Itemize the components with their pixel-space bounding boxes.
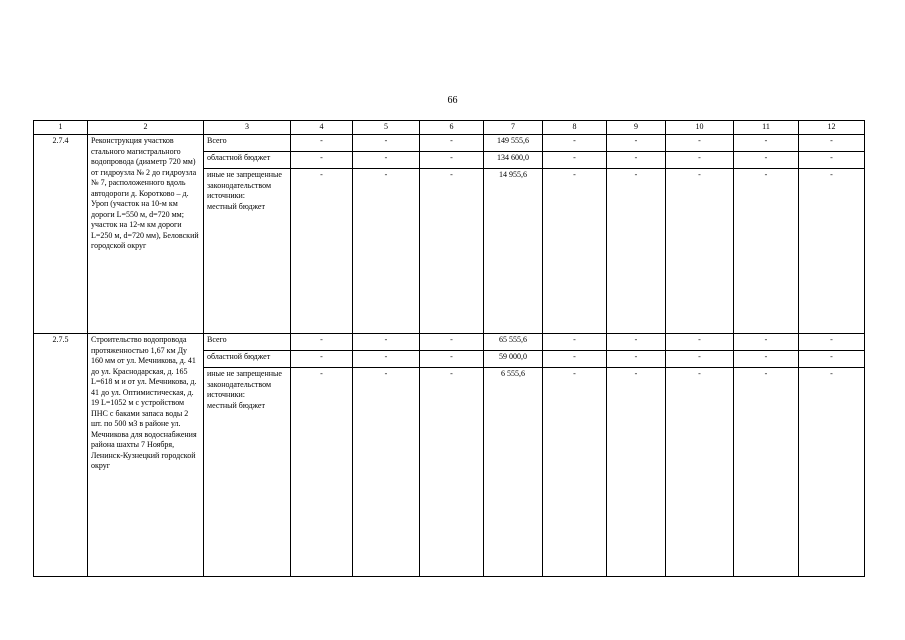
value-cell: -: [607, 334, 666, 351]
value-cell: 59 000,0: [484, 351, 543, 368]
value-cell: -: [543, 152, 607, 169]
header-cell: 8: [543, 121, 607, 135]
source-regional-label: областной бюджет: [204, 152, 291, 169]
item-code: 2.7.5: [34, 334, 88, 577]
value-cell: -: [666, 135, 734, 152]
value-cell: -: [420, 334, 484, 351]
value-cell: -: [799, 135, 865, 152]
header-cell: 3: [204, 121, 291, 135]
item-name: Строительство водопровода протяженностью 1,67 км Ду 160 мм от ул. Мечникова, д. 41 до ул. Краснодарская, д. 165 L=618 м и от ул. Мечникова, д. 41 до ул. Оптимистическая, д. 19 L=1052 м с устройством ПНС с баками запаса воды 2 шт. по 500 м3 в районе ул. Мечникова для водоснабжения района шахты 7 Ноября, Ленинск-Кузнецкий городской округ: [88, 334, 204, 577]
value-cell: -: [799, 368, 865, 577]
source-other-cell: [204, 169, 291, 334]
value-cell: -: [734, 368, 799, 577]
header-cell: 6: [420, 121, 484, 135]
value-cell: 14 955,6: [484, 169, 543, 334]
value-cell: -: [420, 152, 484, 169]
value-cell: -: [666, 351, 734, 368]
source-total-label: Всего: [204, 135, 291, 152]
value-cell: -: [607, 135, 666, 152]
value-cell: -: [353, 135, 420, 152]
value-cell: -: [420, 169, 484, 334]
header-cell: 9: [607, 121, 666, 135]
value-cell: -: [666, 334, 734, 351]
value-cell: -: [607, 169, 666, 334]
header-row: [34, 121, 865, 135]
value-cell: -: [734, 135, 799, 152]
source-regional-label: областной бюджет: [204, 351, 291, 368]
value-cell: -: [734, 334, 799, 351]
source-local-label: местный бюджет: [207, 400, 265, 410]
header-cell: 4: [291, 121, 353, 135]
value-cell: -: [353, 152, 420, 169]
value-cell: -: [420, 135, 484, 152]
value-cell: -: [799, 152, 865, 169]
page-number: 66: [447, 95, 458, 106]
value-cell: -: [291, 135, 353, 152]
value-cell: -: [734, 152, 799, 169]
value-cell: 149 555,6: [484, 135, 543, 152]
header-cell: 2: [88, 121, 204, 135]
source-other-label: иные не запрещенные законодательством источники:: [207, 170, 282, 200]
header-cell: 1: [34, 121, 88, 135]
value-cell: -: [291, 169, 353, 334]
value-cell: -: [543, 169, 607, 334]
value-cell: -: [543, 135, 607, 152]
table-row: [34, 334, 865, 351]
source-other-label: иные не запрещенные законодательством источники:: [207, 369, 282, 399]
value-cell: -: [543, 368, 607, 577]
table-row: [34, 135, 865, 152]
value-cell: 134 600,0: [484, 152, 543, 169]
value-cell: -: [666, 152, 734, 169]
header-cell: 5: [353, 121, 420, 135]
budget-table: [33, 120, 865, 577]
value-cell: -: [353, 351, 420, 368]
source-total-label: Всего: [204, 334, 291, 351]
value-cell: -: [543, 334, 607, 351]
value-cell: -: [607, 368, 666, 577]
value-cell: -: [799, 351, 865, 368]
item-code: 2.7.4: [34, 135, 88, 334]
value-cell: -: [666, 368, 734, 577]
value-cell: -: [799, 169, 865, 334]
value-cell: -: [607, 152, 666, 169]
header-cell: 10: [666, 121, 734, 135]
source-local-label: местный бюджет: [207, 201, 265, 211]
value-cell: -: [353, 169, 420, 334]
value-cell: 65 555,6: [484, 334, 543, 351]
value-cell: -: [734, 169, 799, 334]
item-name: Реконструкция участков стального магистрального водопровода (диаметр 720 мм) от гидроузла № 2 до гидроузла № 7, расположенного вдоль автодороги д. Коротково – д. Уроп (участок на 10-м км дороги L=550 м, d=720 мм; участок на 12-м км дороги L=250 м, d=720 мм), Беловский городской округ: [88, 135, 204, 334]
value-cell: -: [543, 351, 607, 368]
value-cell: -: [291, 368, 353, 577]
value-cell: -: [291, 351, 353, 368]
header-cell: 7: [484, 121, 543, 135]
value-cell: -: [420, 368, 484, 577]
value-cell: -: [666, 169, 734, 334]
value-cell: -: [291, 334, 353, 351]
value-cell: -: [734, 351, 799, 368]
value-cell: -: [291, 152, 353, 169]
header-cell: 12: [799, 121, 865, 135]
source-other-cell: [204, 368, 291, 577]
header-cell: 11: [734, 121, 799, 135]
value-cell: -: [799, 334, 865, 351]
value-cell: -: [607, 351, 666, 368]
value-cell: 6 555,6: [484, 368, 543, 577]
value-cell: -: [353, 334, 420, 351]
value-cell: -: [420, 351, 484, 368]
value-cell: -: [353, 368, 420, 577]
